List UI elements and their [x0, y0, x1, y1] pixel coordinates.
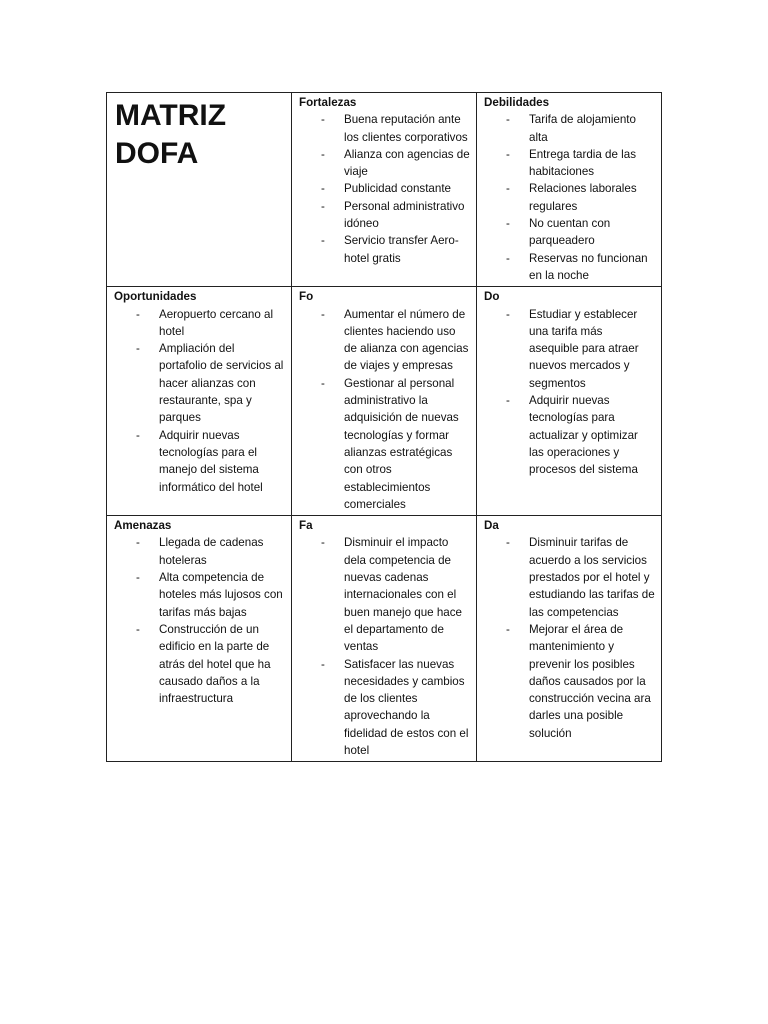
list-item: - Construcción de un edificio en la parte de atrás del hotel que ha causado daños a la infraestructura	[114, 621, 285, 707]
amenazas-heading: Amenazas	[114, 519, 172, 533]
fortalezas-heading: Fortalezas	[299, 96, 357, 109]
list-item: - Disminuir tarifas de acuerdo a los servicios prestados por el hotel y estudiando las tarifas de las competencias	[484, 534, 655, 620]
dofa-matrix	[106, 92, 662, 762]
cell-debilidades	[477, 93, 662, 287]
title-line-1: MATRIZ	[115, 99, 227, 132]
list-item: - Buena reputación ante los clientes corporativos	[299, 111, 470, 146]
list-item: - Satisfacer las nuevas necesidades y cambios de los clientes aprovechando la fidelidad de estos con el hotel	[299, 656, 470, 760]
list-item: - Mejorar el área de mantenimiento y prevenir los posibles daños causados por la construcción vecina ara darles una posible solución	[484, 621, 655, 742]
cell-da	[477, 516, 662, 762]
list-item: - Alta competencia de hoteles más lujosos con tarifas más bajas	[114, 569, 285, 621]
list-item: - Gestionar al personal administrativo la adquisición de nuevas tecnologías y formar alianzas estratégicas con otros establecimientos comerciales	[299, 375, 470, 513]
list-item: - Disminuir el impacto dela competencia de nuevas cadenas internacionales con el buen manejo que hace el departamento de ventas	[299, 534, 470, 655]
title-line-2: DOFA	[115, 137, 199, 170]
cell-fortalezas	[292, 93, 477, 287]
list-item: - Tarifa de alojamiento alta	[484, 111, 655, 146]
list-item: - Adquirir nuevas tecnologías para el manejo del sistema informático del hotel	[114, 427, 285, 496]
do-heading: Do	[484, 290, 500, 304]
matrix-row-amenazas	[107, 516, 662, 762]
list-item: - Publicidad constante	[299, 180, 470, 197]
list-item: - Personal administrativo idóneo	[299, 198, 470, 233]
oportunidades-list	[114, 306, 285, 496]
da-list	[484, 534, 655, 742]
matrix-row-header	[107, 93, 662, 287]
oportunidades-heading: Oportunidades	[114, 290, 197, 304]
list-item: - Aumentar el número de clientes haciendo uso de alianza con agencias de viajes y empresas	[299, 306, 470, 375]
list-item: - Servicio transfer Aero-hotel gratis	[299, 232, 470, 267]
fa-heading: Fa	[299, 519, 313, 533]
list-item: - Llegada de cadenas hoteleras	[114, 534, 285, 569]
fa-list	[299, 534, 470, 759]
matrix-title	[107, 93, 292, 287]
fo-heading: Fo	[299, 290, 314, 304]
do-list	[484, 306, 655, 479]
list-item: - Entrega tardia de las habitaciones	[484, 146, 655, 181]
matrix-row-oportunidades	[107, 287, 662, 516]
cell-fa	[292, 516, 477, 762]
list-item: - Ampliación del portafolio de servicios al hacer alianzas con restaurante, spa y parques	[114, 340, 285, 426]
list-item: - Alianza con agencias de viaje	[299, 146, 470, 181]
list-item: - No cuentan con parqueadero	[484, 215, 655, 250]
fo-list	[299, 306, 470, 514]
debilidades-list	[484, 111, 655, 284]
cell-do	[477, 287, 662, 516]
amenazas-list	[114, 534, 285, 707]
cell-amenazas	[107, 516, 292, 762]
list-item: - Relaciones laborales regulares	[484, 180, 655, 215]
debilidades-heading: Debilidades	[484, 96, 550, 109]
cell-fo	[292, 287, 477, 516]
da-heading: Da	[484, 519, 499, 533]
fortalezas-list	[299, 111, 470, 267]
list-item: - Adquirir nuevas tecnologías para actualizar y optimizar las operaciones y procesos del sistema	[484, 392, 655, 478]
list-item: - Aeropuerto cercano al hotel	[114, 306, 285, 341]
list-item: - Reservas no funcionan en la noche	[484, 250, 655, 285]
list-item: - Estudiar y establecer una tarifa más asequible para atraer nuevos mercados y segmentos	[484, 306, 655, 392]
cell-oportunidades	[107, 287, 292, 516]
